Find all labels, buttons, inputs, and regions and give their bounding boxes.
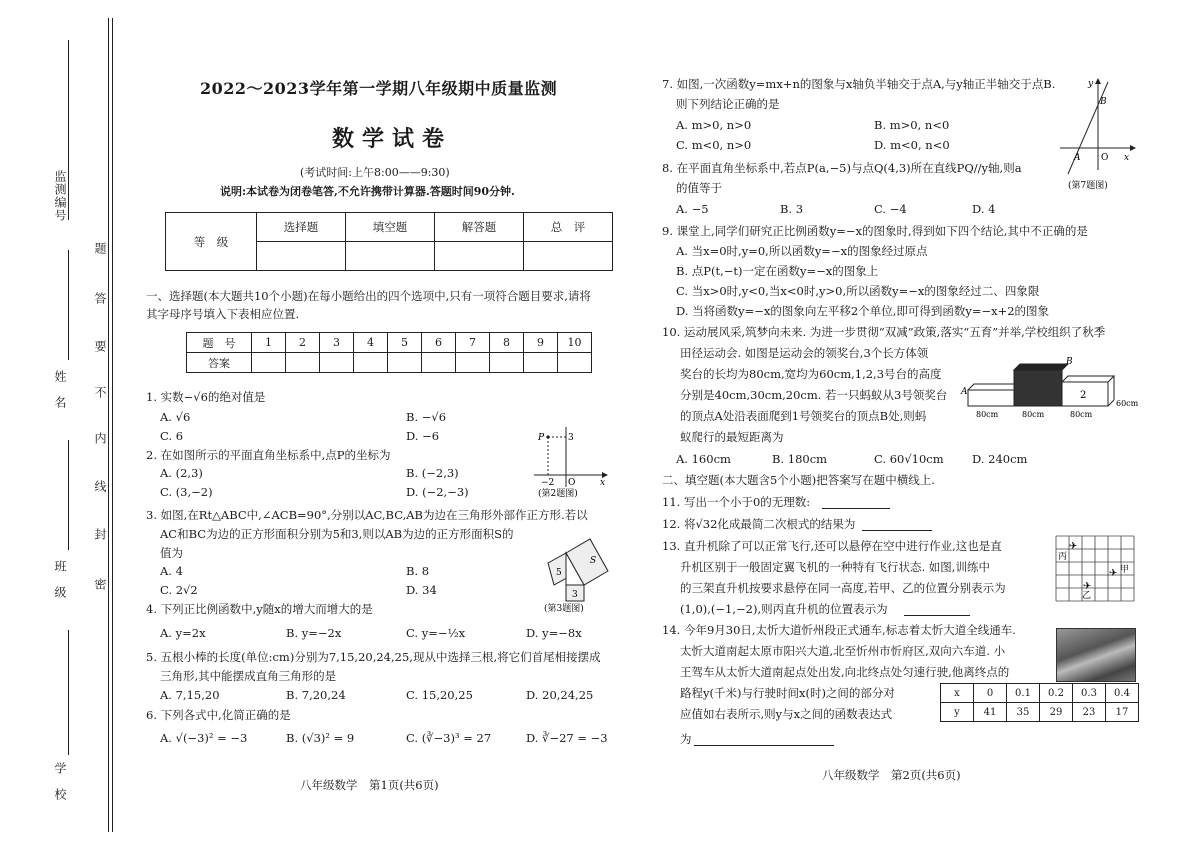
option: A. √6 [160,410,191,424]
option: C. 6 [160,429,184,443]
table-cell: 0 [974,684,1007,703]
option: C. −4 [874,202,907,216]
question-13-cont: 的三架直升机按要求悬停在同一高度,若甲、乙的位置分别表示为 [680,581,1006,595]
question-14-cont: 为 [680,732,692,746]
option: D. 20,24,25 [526,688,594,702]
question-10-cont: 的顶点A处沿表面爬到1号领奖台的顶点B处,则蚂 [680,409,927,423]
option: D. (−2,−3) [406,485,469,499]
grade-row-label: 等 级 [166,213,257,271]
podium-dim: 80cm [1070,410,1093,419]
option: D. y=−8x [526,626,582,640]
question-10-cont: 蚁爬行的最短距离为 [680,430,784,444]
answer-cell[interactable] [354,353,388,373]
podium-dim: 60cm [1116,399,1138,408]
option: D. ∛−27 = −3 [526,731,608,745]
question-5: 5. 五根小棒的长度(单位:cm)分别为7,15,20,24,25,现从中选择三根,将它们首尾相接摆成 [146,650,601,664]
option: C. (3,−2) [160,485,213,499]
q13-yi-label: 乙 [1082,591,1092,601]
question-4: 4. 下列正比例函数中,y随x的增大而增大的是 [146,602,373,616]
school-field[interactable] [68,630,69,755]
option: A. √(−3)² = −3 [160,731,248,745]
question-6: 6. 下列各式中,化简正确的是 [146,708,291,722]
q7-origin: O [1101,153,1109,163]
option: D. 240cm [972,452,1028,466]
question-10: 10. 运动展风采,筑梦向未来. 为进一步贯彻“双减”政策,落实“五育”并举,学校组织了秋季 [662,325,1106,339]
question-number: 10 [558,333,592,353]
option: D. 当将函数y=−x的图象向左平移2个单位,即可得到函数y=−x+2的图象 [676,304,1050,318]
question-14-cont: 王驾车从太忻大道南起点处出发,向北终点处匀速行驶,他离终点的 [680,665,1010,679]
question-5-cont: 三角形,其中能摆成直角三角形的是 [160,669,337,683]
helicopter-icon: ✈ [1083,581,1092,592]
question-7: 7. 如图,一次函数y=mx+n的图象与x轴负半轴交于点A,与y轴正半轴交于点B. [662,77,1056,91]
option: A. −5 [676,202,709,216]
option: B. 8 [406,564,430,578]
question-number: 4 [354,333,388,353]
seal-char: 线 [93,480,107,493]
section1-heading-cont: 其字母序号填入下表相应位置. [146,307,300,321]
question-13: 13. 直升机除了可以正常飞行,还可以悬停在空中进行作业,这也是直 [662,539,1002,553]
helicopter-icon: ✈ [1069,541,1078,552]
answer-table [186,332,592,373]
class-label: 班 级 [53,560,67,599]
option: D. 4 [972,202,996,216]
seal-char: 题 [93,242,107,255]
question-14-cont: 太忻大道南起太原市阳兴大道,北至忻州市忻府区,双向六车道. 小 [680,644,1006,658]
question-10-cont: 分别是40cm,30cm,20cm. 若一只蚂蚁从3号领奖台 [680,388,948,402]
podium-figure [958,356,1138,420]
seal-char: 答 [93,292,107,305]
grade-header: 解答题 [435,213,524,242]
option: C. m<0, n>0 [676,138,752,152]
answer-cell[interactable] [524,353,558,373]
answer-cell[interactable] [558,353,592,373]
name-field[interactable] [68,250,69,360]
question-10-cont: 奖台的长均为80cm,宽均为60cm,1,2,3号台的高度 [680,367,942,381]
podium-b-label: B [1066,357,1073,367]
question-11: 11. 写出一个小于0的无理数: [662,495,811,509]
exam-time: (考试时间:上午8:00——9:30) [300,166,450,179]
q2-figure [530,425,610,500]
option: A. m>0, n>0 [676,118,752,132]
q7-caption: (第7题图) [1068,181,1108,191]
question-9: 9. 课堂上,同学们研究正比例函数y=−x的图象时,得到如下四个结论,其中不正确的是 [662,224,1088,238]
q3-three-label: 3 [572,590,578,600]
q2-tick-m2: −2 [541,478,555,488]
podium-a-label: A [961,387,968,397]
seal-char: 封 [93,528,107,541]
table-cell: 0.4 [1106,684,1139,703]
table-cell: 17 [1106,703,1139,722]
section1-heading: 一、选择题(本大题共10个小题)在每小题给出的四个选项中,只有一项符合题目要求,请将 [146,289,591,303]
binding-strip [0,0,130,846]
option: B. (√3)² = 9 [286,731,355,745]
exam-note: 说明:本试卷为闭卷笔答,不允许携带计算器.答题时间90分钟. [220,185,515,198]
highway-photo [1056,628,1136,682]
option: C. 60√10cm [874,452,944,466]
question-2: 2. 在如图所示的平面直角坐标系中,点P的坐标为 [146,448,391,462]
answer-cell[interactable] [320,353,354,373]
q7-y-label: y [1088,79,1094,89]
table-cell: 35 [1007,703,1040,722]
table-cell: 41 [974,703,1007,722]
option: A. 160cm [676,452,731,466]
q3-figure [528,533,618,613]
section2-heading: 二、填空题(本大题含5个小题)把答案写在题中横线上. [662,473,935,487]
question-10-cont: 田径运动会. 如图是运动会的领奖台,3个长方体领 [680,346,929,360]
q7-x-label: x [1124,153,1130,163]
option: C. 当x>0时,y<0,当x<0时,y>0,所以函数y=−x的图象经过二、四象限 [676,284,1040,298]
answer-cell[interactable] [252,353,286,373]
answer-cell[interactable] [422,353,456,373]
option: C. y=−½x [406,626,466,640]
q2-origin: O [568,478,576,488]
table-cell: 0.1 [1007,684,1040,703]
q13-jia-label: 甲 [1120,565,1130,575]
option: C. 15,20,25 [406,688,473,702]
table-header: y [941,703,974,722]
class-field[interactable] [68,440,69,550]
option: B. m>0, n<0 [874,118,950,132]
answer-cell[interactable] [456,353,490,373]
question-number: 5 [388,333,422,353]
grade-table [165,212,613,271]
q3-s-label: S [590,556,597,566]
grade-header: 填空题 [346,213,435,242]
question-8: 8. 在平面直角坐标系中,若点P(a,−5)与点Q(4,3)所在直线PQ//y轴,则a [662,161,1022,175]
question-number: 7 [456,333,490,353]
name-label: 姓 名 [53,370,67,409]
question-number: 1 [252,333,286,353]
question-3-cont: AC和BC为边的正方形面积分别为5和3,则以AB为边的正方形面积S的 [160,527,514,541]
option: C. (∛−3)³ = 27 [406,731,492,745]
question-number: 9 [524,333,558,353]
table-cell: 29 [1040,703,1073,722]
podium-2-label: 2 [1080,390,1087,401]
question-3: 3. 如图,在Rt△ABC中,∠ACB=90°,分别以AC,BC,AB为边在三角形外部作正方形.若以 [146,508,588,522]
q3-caption: (第3题图) [544,604,584,613]
question-14: 14. 今年9月30日,太忻大道忻州段正式通车,标志着太忻大道全线通车. [662,623,1016,637]
answer-blank[interactable] [862,530,932,531]
option: A. 当x=0时,y=0,所以函数y=−x的图象经过原点 [676,244,928,258]
grade-cell[interactable] [524,242,613,271]
answer-cell[interactable] [388,353,422,373]
option: A. 4 [160,564,183,578]
q14-function-table [940,683,1139,722]
q2-tick-3: 3 [568,433,574,443]
option: A. y=2x [160,626,206,640]
q13-grid [1054,532,1136,612]
option: B. 7,20,24 [286,688,346,702]
question-13-cont: (1,0),(−1,−2),则丙直升机的位置表示为 [680,602,888,616]
seal-char: 密 [93,578,107,591]
grade-cell[interactable] [257,242,346,271]
q7-figure [1058,76,1138,192]
option: B. 3 [780,202,804,216]
question-number: 2 [286,333,320,353]
answer-blank[interactable] [694,745,834,746]
question-13-cont: 升机区别于一般固定翼飞机的一种特有飞行状态. 如图,训练中 [680,560,990,574]
q13-bing-label: 丙 [1058,552,1068,562]
question-12: 12. 将√32化成最简二次根式的结果为 [662,517,856,531]
question-number: 8 [490,333,524,353]
answer-blank[interactable] [904,615,970,616]
grade-cell[interactable] [346,242,435,271]
grade-cell[interactable] [435,242,524,271]
option: B. −√6 [406,410,447,424]
q3-five-label: 5 [556,568,562,578]
option: D. m<0, n<0 [874,138,950,152]
school-label: 学 校 [53,762,67,801]
table-cell: 0.3 [1073,684,1106,703]
table-header: x [941,684,974,703]
seal-char: 要 [93,340,107,353]
question-8-cont: 的值等于 [676,181,722,195]
q7-a-label: A [1074,153,1081,163]
question-14-cont: 路程y(千米)与行驶时间x(时)之间的部分对 [680,686,895,700]
monitor-no-field[interactable] [68,40,69,220]
podium-dim: 80cm [976,410,999,419]
helicopter-icon: ✈ [1109,568,1118,579]
seal-char: 不 [93,386,107,399]
monitor-no-label: 监测编号 [53,170,67,222]
answer-cell[interactable] [490,353,524,373]
exam-title: 2022～2023学年第一学期八年级期中质量监测 [200,79,558,98]
binding-line [112,18,113,832]
option: B. y=−2x [286,626,342,640]
exam-subtitle: 数学试卷 [332,126,453,152]
option: B. (−2,3) [406,466,459,480]
footer-right: 八年级数学 第2页(共6页) [822,768,961,782]
question-number: 3 [320,333,354,353]
question-1: 1. 实数−√6的绝对值是 [146,390,266,404]
question-14-cont: 应值如右表所示,则y与x之间的函数表达式 [680,707,893,721]
option: D. −6 [406,429,440,443]
option: B. 点P(t,−t)一定在函数y=−x的图象上 [676,264,879,278]
seal-char: 内 [93,432,107,445]
podium-dim: 80cm [1022,410,1045,419]
question-number: 6 [422,333,456,353]
grade-header: 总 评 [524,213,613,242]
option: A. 7,15,20 [160,688,220,702]
option: B. 180cm [772,452,828,466]
q2-point-p: P [538,433,545,443]
answer-cell[interactable] [286,353,320,373]
option: A. (2,3) [160,466,203,480]
q2-x-label: x [600,478,606,488]
answer-table-row-label: 题 号 [187,333,252,353]
binding-line [108,18,109,832]
answer-table-row-label: 答案 [187,353,252,373]
table-cell: 0.2 [1040,684,1073,703]
question-7-cont: 则下列结论正确的是 [676,97,780,111]
table-cell: 23 [1073,703,1106,722]
question-3-cont: 值为 [160,546,183,560]
q2-caption: (第2题图) [538,489,578,499]
option: D. 34 [406,583,437,597]
option: C. 2√2 [160,583,198,597]
answer-blank[interactable] [822,508,890,509]
footer-left: 八年级数学 第1页(共6页) [300,778,439,792]
grade-header: 选择题 [257,213,346,242]
q7-b-label: B [1100,97,1107,107]
